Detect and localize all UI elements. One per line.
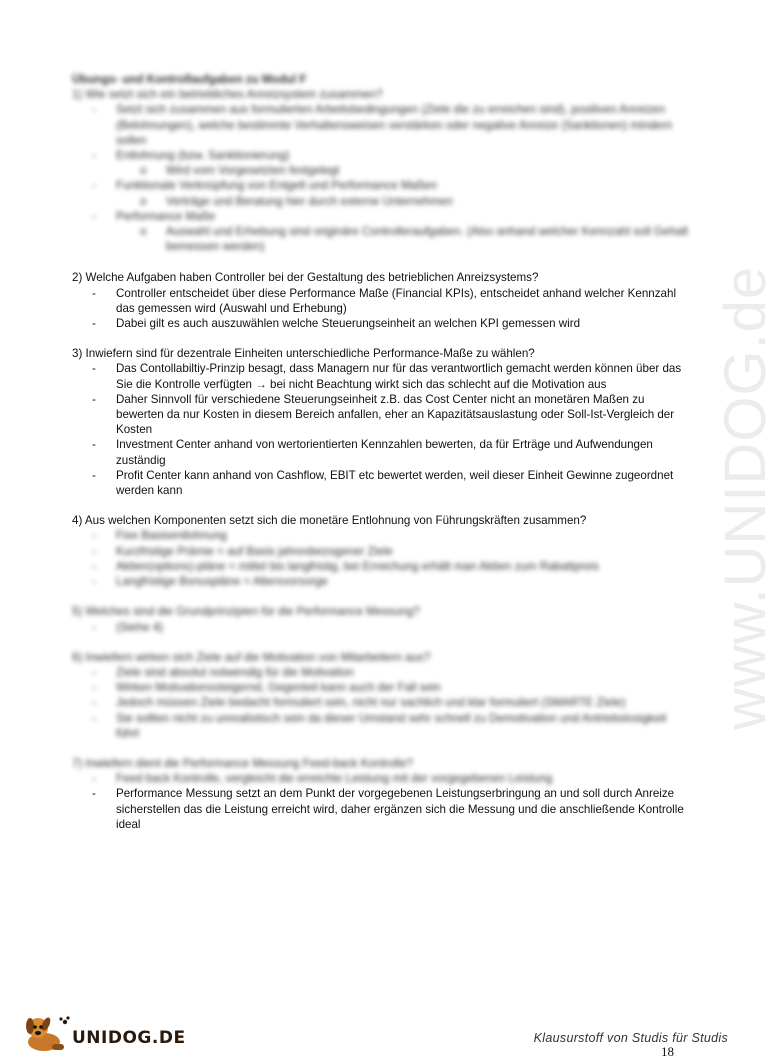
- list-item-text: Jedoch müssen Ziele bedacht formuliert sein, nicht nur sachlich und klar formuliert (SMARTE Ziele): [116, 696, 626, 710]
- list-item-text: Entlohnung (bzw. Sanktionierung): [116, 149, 290, 163]
- list-item: - Investment Center anhand von wertorientierten Kennzahlen bewerten, da für Erträge und Aufwendungen zuständig: [92, 438, 653, 467]
- footer-tagline: Klausurstoff von Studis für Studis: [533, 1031, 728, 1045]
- question-3: 3) Inwiefern sind für dezentrale Einheiten unterschiedliche Performance-Maße zu wählen?: [72, 347, 535, 361]
- page-heading: Übungs- und Kontrollaufgaben zu Modul F: [72, 73, 307, 86]
- list-item: - Feed back Kontrolle, vergleicht die erreichte Leistung mit der vorgegebenen Leistung: [92, 772, 553, 786]
- list-item: - Setzt sich zusammen aus formulierten Arbeitsbedingungen (Ziele die zu erreichen sind), positiven Anreizen (Belohnungen), welche bestimmte Verhaltensweisen verstärken oder negative Anreize (Sanktionen) mindern sollen: [92, 103, 673, 147]
- sub-list-item: o Wird vom Vorgesetzten festgelegt: [140, 164, 340, 178]
- list-item: - Funktionale Verknüpfung von Entgelt und Performance Maßen: [92, 179, 437, 193]
- list-item: - Kurzfristige Prämie = auf Basis jahresbezogener Ziele: [92, 544, 393, 558]
- list-item-text: Das Contollabiltiy-Prinzip besagt, dass Managern nur für das verantwortlich gemacht werden können über das Sie die Kontrolle verfügten → bei nicht Beachtung wirkt sich das schlecht auf die Motivation aus: [116, 362, 682, 391]
- list-item-text: Sie sollten nicht zu unrealistisch sein da dieser Umstand sehr schnell zu Demotivation und Antriebslosigkeit führt: [116, 711, 667, 740]
- sub-list-item-text: Auswahl und Erhebung sind originäre Controlleraufgaben. (Also anhand welcher Kennzahl soll Gehalt bemessen werden): [166, 225, 689, 254]
- list-item: - Aktien(options)-pläne = mittel bis langfristig, bei Erreichung erhält man Aktien zum Rabattpreis: [92, 559, 599, 573]
- unidog-logo[interactable]: [22, 1014, 186, 1054]
- list-item: - Dabei gilt es auch auszuwählen welche Steuerungseinheit an welchen KPI gemessen wird: [92, 317, 581, 331]
- logo-text: UNIDOG.DE: [72, 1028, 186, 1048]
- list-item: - Das Contollabiltiy-Prinzip besagt, dass Managern nur für das verantwortlich gemacht werden können über das Sie die Kontrolle verfügten → bei nicht Beachtung wirkt sich das schlecht auf die Motivation aus: [92, 362, 682, 391]
- blurred-section-q1: [72, 72, 692, 254]
- blurred-section-q4: [72, 528, 692, 786]
- question-1: 1) Wie setzt sich ein betriebliches Anreizsystem zusammen?: [72, 88, 383, 102]
- dog-mascot-icon: [22, 1014, 70, 1054]
- list-item-text: Fixe Basisentlohnung: [116, 529, 227, 543]
- page-content: [72, 72, 692, 832]
- list-item: - Fixe Basisentlohnung: [92, 529, 227, 543]
- list-item-text: Performance Maße: [116, 209, 216, 223]
- sub-list-item-text: Verträge und Beratung hier durch externe Unternehmen: [166, 194, 453, 208]
- list-item-text: Daher Sinnvoll für verschiedene Steuerungseinheit z.B. das Cost Center nicht an monetären Maßen zu bewerten da nur Kosten in diesem Bereich anfallen, eher an Kapazitätsauslastung oder Soll-Ist-Vergleich der Kosten: [116, 392, 675, 437]
- list-item: - Daher Sinnvoll für verschiedene Steuerungseinheit z.B. das Cost Center nicht an monetären Maßen zu bewerten da nur Kosten in diesem Bereich anfallen, eher an Kapazitätsauslastung oder Soll-Ist-Vergleich der Kosten: [92, 392, 675, 437]
- question-5: 5) Welches sind die Grundprinzipien für die Performance Messung?: [72, 605, 420, 619]
- sub-list-item: o Auswahl und Erhebung sind originäre Controlleraufgaben. (Also anhand welcher Kennzahl soll Gehalt bemessen werden): [140, 225, 689, 254]
- list-item-text: Dabei gilt es auch auszuwählen welche Steuerungseinheit an welchen KPI gemessen wird: [116, 317, 581, 331]
- list-item-text: Feed back Kontrolle, vergleicht die erreichte Leistung mit der vorgegebenen Leistung: [116, 772, 553, 786]
- question-2: 2) Welche Aufgaben haben Controller bei der Gestaltung des betrieblichen Anreizsystems?: [72, 271, 539, 285]
- list-item-text: Wirken Motivationssteigernd, Gegenteil kann auch der Fall sein: [116, 681, 441, 695]
- list-item-text: Funktionale Verknüpfung von Entgelt und Performance Maßen: [116, 179, 437, 193]
- list-item: - Jedoch müssen Ziele bedacht formuliert sein, nicht nur sachlich und klar formuliert (SMARTE Ziele): [92, 696, 626, 710]
- watermark: www.UNIDOG.de: [713, 265, 778, 730]
- page-number: 18: [661, 1044, 674, 1059]
- list-item: - Profit Center kann anhand von Cashflow, EBIT etc bewertet werden, weil dieser Einheit Gewinne zugeordnet werden kann: [92, 468, 674, 498]
- list-item-text: Kurzfristige Prämie = auf Basis jahresbezogener Ziele: [116, 544, 393, 558]
- list-item: - Wirken Motivationssteigernd, Gegenteil kann auch der Fall sein: [92, 681, 441, 695]
- list-item-text: Langfristige Bonuspläne = Altersvorsorge: [116, 575, 328, 589]
- list-item-text: Performance Messung setzt an dem Punkt der vorgegebenen Leistungserbringung an und soll durch Anreize sicherstellen das die Leistung erreicht wird, daher ergänzen sich die Messung und die anschließende Kontrolle ideal: [116, 787, 684, 831]
- sub-list-item: o Verträge und Beratung hier durch externe Unternehmen: [140, 194, 453, 208]
- list-item: - Performance Messung setzt an dem Punkt der vorgegebenen Leistungserbringung an und soll durch Anreize sicherstellen das die Leistung erreicht wird, daher ergänzen sich die Messung und die anschließende Kontrolle ideal: [92, 787, 684, 831]
- list-item-text: Investment Center anhand von wertorientierten Kennzahlen bewerten, da für Erträge und Aufwendungen zuständig: [116, 438, 653, 467]
- list-item: - Ziele sind absolut notwendig für die Motivation: [92, 665, 354, 679]
- question-4: 4) Aus welchen Komponenten setzt sich die monetäre Entlohnung von Führungskräften zusammen?: [72, 514, 587, 528]
- list-item: - Langfristige Bonuspläne = Altersvorsorge: [92, 575, 328, 589]
- list-item-text: (Siehe 4): [116, 620, 164, 634]
- list-item: - Performance Maße: [92, 209, 216, 223]
- list-item: - Sie sollten nicht zu unrealistisch sein da dieser Umstand sehr schnell zu Demotivation und Antriebslosigkeit führt: [92, 711, 667, 740]
- list-item: - Entlohnung (bzw. Sanktionierung): [92, 149, 290, 163]
- list-item: - (Siehe 4): [92, 620, 164, 634]
- question-6: 6) Inwiefern wirken sich Ziele auf die Motivation von Mitarbeitern aus?: [72, 650, 431, 664]
- list-item-text: Controller entscheidet über diese Performance Maße (Financial KPIs), entscheidet anhand welcher Kennzahl das gemessen wird (Auswahl und Erhebung): [116, 286, 677, 315]
- list-item-text: Aktien(options)-pläne = mittel bis langfristig, bei Erreichung erhält man Aktien zum Rabattpreis: [116, 559, 599, 573]
- question-7: 7) Inwiefern dient die Performance Messung Feed-back Kontrolle?: [72, 756, 413, 770]
- list-item-text: Ziele sind absolut notwendig für die Motivation: [116, 665, 354, 679]
- list-item-text: Profit Center kann anhand von Cashflow, EBIT etc bewertet werden, weil dieser Einheit Gewinne zugeordnet werden kann: [116, 468, 674, 498]
- list-item-text: Setzt sich zusammen aus formulierten Arbeitsbedingungen (Ziele die zu erreichen sind), positiven Anreizen (Belohnungen), welche bestimmte Verhaltensweisen verstärken oder negative Anreize (Sanktionen) mindern sollen: [116, 103, 673, 147]
- sub-list-item-text: Wird vom Vorgesetzten festgelegt: [166, 164, 340, 178]
- list-item: - Controller entscheidet über diese Performance Maße (Financial KPIs), entscheidet anhand welcher Kennzahl das gemessen wird (Auswahl und Erhebung): [92, 286, 677, 315]
